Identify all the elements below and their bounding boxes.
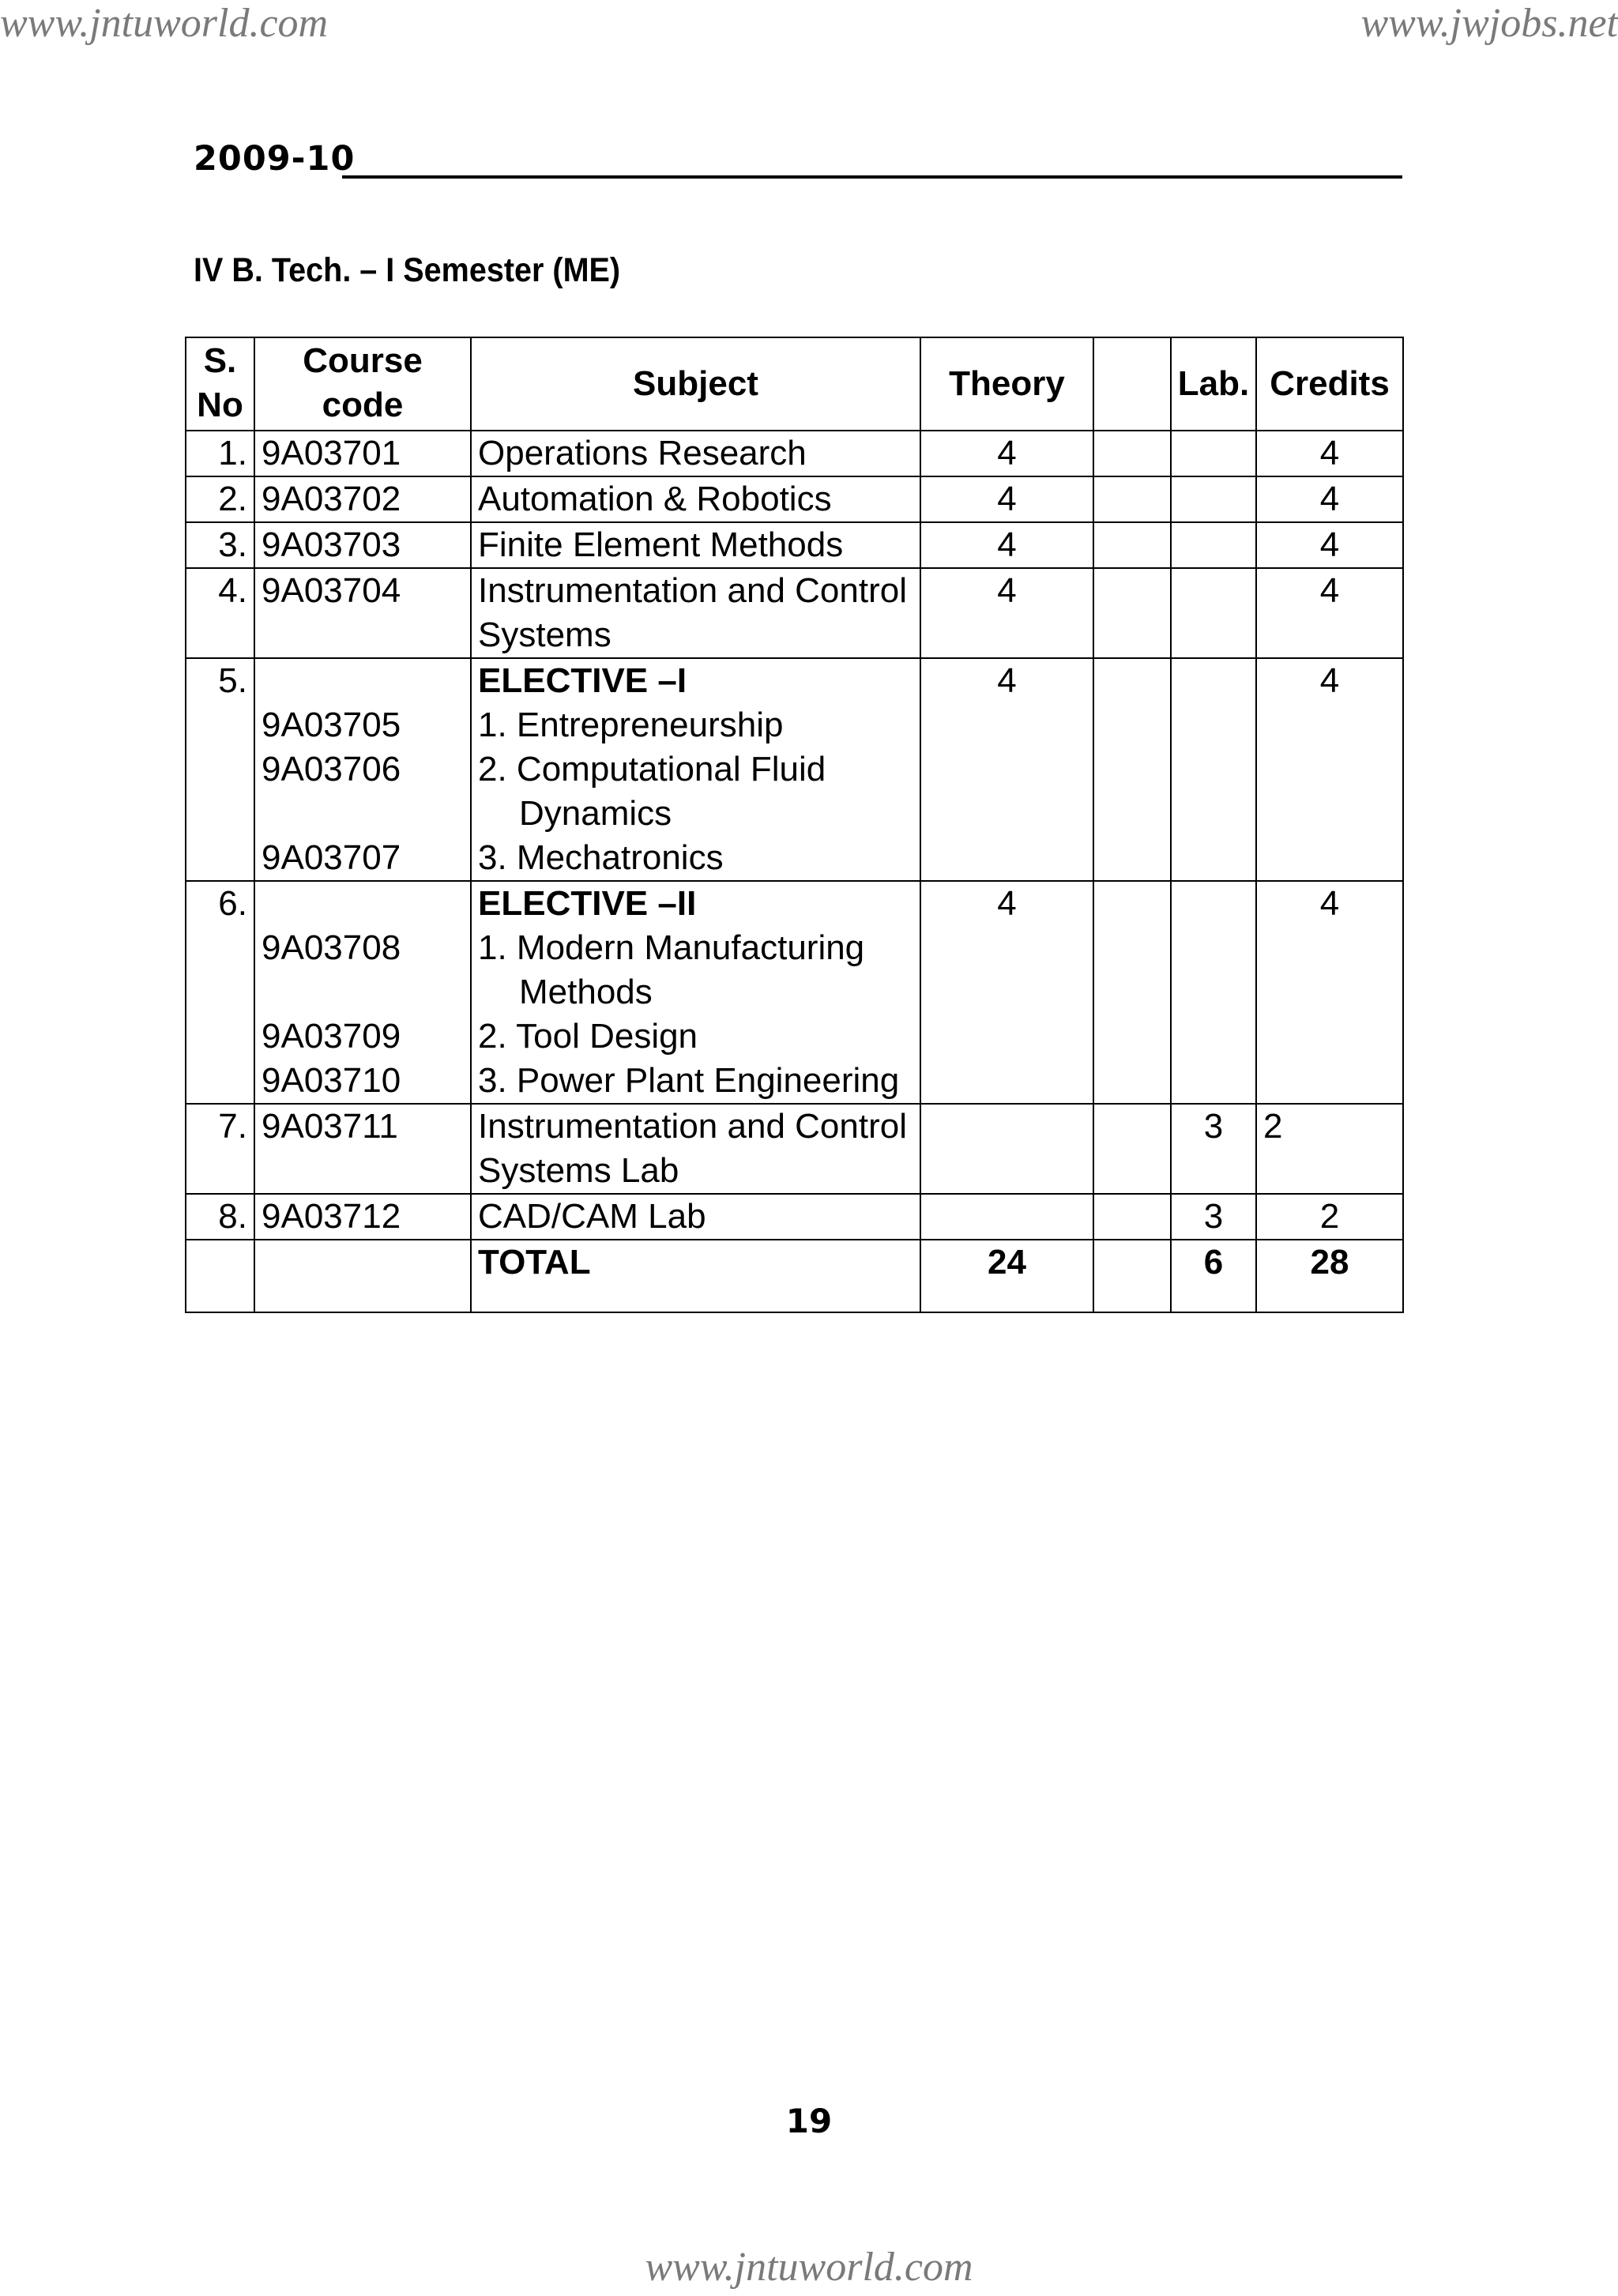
cell-course-code: 9A03712 xyxy=(254,1194,471,1240)
header-blank xyxy=(1093,337,1171,431)
cell-theory: 4 xyxy=(920,568,1093,658)
cell-blank xyxy=(1093,1194,1171,1240)
cell-course-code xyxy=(254,1240,471,1312)
cell-lab: 3 xyxy=(1171,1194,1256,1240)
cell-blank xyxy=(1093,568,1171,658)
cell-subject: ELECTIVE –I 1. Entrepreneurship 2. Computational Fluid Dynamics 3. Mechatronics xyxy=(471,658,920,881)
header-course-code: Course code xyxy=(254,337,471,431)
cell-lab: 3 xyxy=(1171,1104,1256,1194)
table-row xyxy=(186,522,1403,568)
table-row-elective-2 xyxy=(186,881,1403,1104)
table-row xyxy=(186,1104,1403,1194)
cell-lab xyxy=(1171,522,1256,568)
cell-sno: 7. xyxy=(186,1104,254,1194)
semester-title: IV B. Tech. – I Semester (ME) xyxy=(194,251,621,289)
header-lab: Lab. xyxy=(1171,337,1256,431)
cell-subject: ELECTIVE –II 1. Modern Manufacturing Methods 2. Tool Design 3. Power Plant Engineering xyxy=(471,881,920,1104)
cell-course-code: 9A03705 9A03706 9A03707 xyxy=(254,658,471,881)
cell-course-code: 9A03701 xyxy=(254,431,471,476)
course-table xyxy=(185,337,1404,1313)
cell-theory: 4 xyxy=(920,658,1093,881)
cell-blank xyxy=(1093,476,1171,522)
table-row xyxy=(186,431,1403,476)
cell-blank xyxy=(1093,522,1171,568)
cell-sno xyxy=(186,1240,254,1312)
cell-course-code: 9A03703 xyxy=(254,522,471,568)
cell-sno: 3. xyxy=(186,522,254,568)
elective-heading: ELECTIVE –II xyxy=(478,884,697,923)
header-credits: Credits xyxy=(1256,337,1403,431)
cell-credits: 4 xyxy=(1256,522,1403,568)
cell-sno: 4. xyxy=(186,568,254,658)
cell-sno: 5. xyxy=(186,658,254,881)
header-theory: Theory xyxy=(920,337,1093,431)
academic-year: 2009-10 xyxy=(194,139,356,179)
cell-theory: 4 xyxy=(920,881,1093,1104)
cell-blank xyxy=(1093,658,1171,881)
cell-theory: 4 xyxy=(920,476,1093,522)
cell-lab xyxy=(1171,881,1256,1104)
header-subject: Subject xyxy=(471,337,920,431)
cell-theory xyxy=(920,1194,1093,1240)
cell-subject: Automation & Robotics xyxy=(471,476,920,522)
cell-blank xyxy=(1093,1104,1171,1194)
table-row-total xyxy=(186,1240,1403,1312)
watermark-top-left: www.jntuworld.com xyxy=(0,1,329,46)
cell-credits: 4 xyxy=(1256,568,1403,658)
cell-credits: 4 xyxy=(1256,881,1403,1104)
total-credits: 28 xyxy=(1256,1240,1403,1312)
cell-lab xyxy=(1171,568,1256,658)
watermark-bottom: www.jntuworld.com xyxy=(645,2245,973,2290)
table-row xyxy=(186,476,1403,522)
cell-subject: Operations Research xyxy=(471,431,920,476)
cell-subject: Instrumentation and Control Systems xyxy=(471,568,920,658)
cell-subject: CAD/CAM Lab xyxy=(471,1194,920,1240)
cell-lab xyxy=(1171,431,1256,476)
header-sno: S. No xyxy=(186,337,254,431)
watermark-top-right: www.jwjobs.net xyxy=(1360,1,1618,46)
header-rule xyxy=(342,175,1402,179)
cell-credits: 2 xyxy=(1256,1194,1403,1240)
cell-sno: 8. xyxy=(186,1194,254,1240)
cell-credits: 4 xyxy=(1256,431,1403,476)
cell-theory: 4 xyxy=(920,431,1093,476)
cell-blank xyxy=(1093,881,1171,1104)
table-header-row xyxy=(186,337,1403,431)
table-row-elective-1 xyxy=(186,658,1403,881)
cell-credits: 4 xyxy=(1256,476,1403,522)
table-row xyxy=(186,1194,1403,1240)
cell-theory xyxy=(920,1104,1093,1194)
page-number: 19 xyxy=(785,2102,833,2140)
total-label: TOTAL xyxy=(471,1240,920,1312)
cell-lab xyxy=(1171,476,1256,522)
cell-sno: 6. xyxy=(186,881,254,1104)
cell-course-code: 9A03702 xyxy=(254,476,471,522)
cell-course-code: 9A03708 9A03709 9A03710 xyxy=(254,881,471,1104)
cell-course-code: 9A03704 xyxy=(254,568,471,658)
total-theory: 24 xyxy=(920,1240,1093,1312)
cell-blank xyxy=(1093,431,1171,476)
cell-theory: 4 xyxy=(920,522,1093,568)
table-row xyxy=(186,568,1403,658)
cell-credits: 4 xyxy=(1256,658,1403,881)
cell-sno: 1. xyxy=(186,431,254,476)
cell-subject: Finite Element Methods xyxy=(471,522,920,568)
cell-credits: 2 xyxy=(1256,1104,1403,1194)
cell-blank xyxy=(1093,1240,1171,1312)
cell-lab xyxy=(1171,658,1256,881)
cell-subject: Instrumentation and Control Systems Lab xyxy=(471,1104,920,1194)
cell-course-code: 9A03711 xyxy=(254,1104,471,1194)
cell-sno: 2. xyxy=(186,476,254,522)
elective-heading: ELECTIVE –I xyxy=(478,661,687,700)
total-lab: 6 xyxy=(1171,1240,1256,1312)
